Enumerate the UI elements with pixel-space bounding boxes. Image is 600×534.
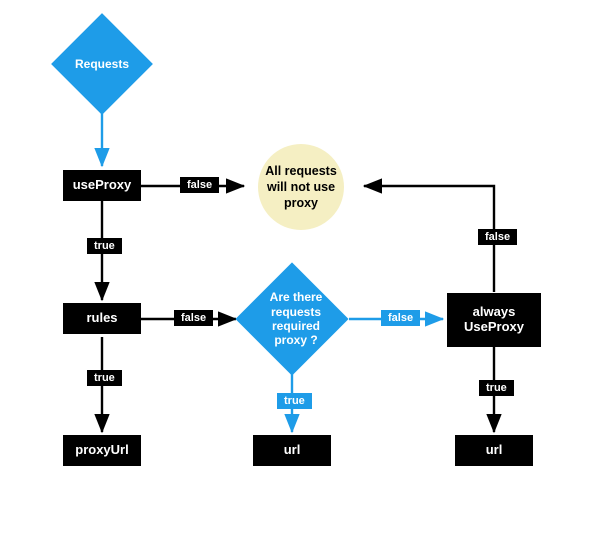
edge-label-always-true: true xyxy=(479,380,514,396)
node-requests-label: Requests xyxy=(74,56,130,71)
node-url-right[interactable]: url xyxy=(455,435,533,466)
node-proxy-url[interactable]: proxyUrl xyxy=(63,435,141,466)
node-requests[interactable] xyxy=(66,28,138,100)
node-always-use-proxy[interactable]: always UseProxy xyxy=(447,293,541,347)
node-all-requests-no-proxy: All requests will not use proxy xyxy=(258,144,344,230)
node-use-proxy[interactable]: useProxy xyxy=(63,170,141,201)
edge-label-always-false: false xyxy=(478,229,517,245)
edge-label-question-false: false xyxy=(381,310,420,326)
edge-label-question-true: true xyxy=(277,393,312,409)
node-requests-required-proxy[interactable] xyxy=(252,279,332,359)
edge-label-use-proxy-false: false xyxy=(180,177,219,193)
node-rules[interactable]: rules xyxy=(63,303,141,334)
edge-label-use-proxy-true: true xyxy=(87,238,122,254)
node-url-middle[interactable]: url xyxy=(253,435,331,466)
node-requests-required-proxy-label: Are there requests required proxy ? xyxy=(269,290,323,348)
edge-label-rules-false: false xyxy=(174,310,213,326)
edge-label-rules-true: true xyxy=(87,370,122,386)
